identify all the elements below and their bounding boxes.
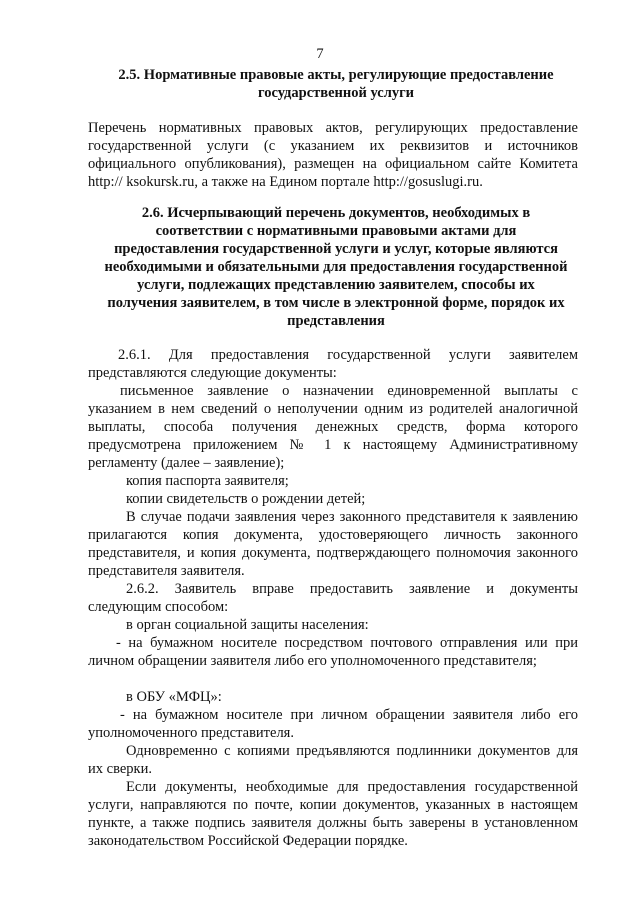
paragraph-paper-mail: - на бумажном носителе посредством почтового отправления или при личном обращении заявителя либо его уполномоченного представителя; [88,635,578,669]
paragraph-application: письменное заявление о назначении единовременной выплаты с указанием в нем сведений о неполучении одним из родителей аналогичной выплаты, способа получения денежных средств, форма которого предусмотрена приложением № 1 к настоящему Административному регламенту (далее – заявление); [88,383,578,471]
paragraph-originals: Одновременно с копиями предъявляются подлинники документов для их сверки. [88,743,578,777]
heading-line: 2.5. Нормативные правовые акты, регулирующие предоставление [118,67,554,83]
paragraph-representative: В случае подачи заявления через законного представителя к заявлению прилагаются копия документа, удостоверяющего личность законного представителя, и копия документа, подтверждающего полномочия законного представителя заявителя. [88,509,578,579]
heading-line: получения заявителем, в том числе в электронной форме, порядок их [107,295,565,311]
heading-line: необходимыми и обязательными для предоставления государственной [104,259,568,275]
heading-line: представления [287,313,385,329]
list-item-mfc: в ОБУ «МФЦ»: [126,689,222,705]
section-2-5-heading [88,66,584,102]
paragraph-2-6-2: 2.6.2. Заявитель вправе предоставить заявление и документы следующим способом: [88,581,578,615]
section-2-5-paragraph: Перечень нормативных правовых актов, регулирующих предоставление государственной услуги (с указанием их реквизитов и источников официального опубликования), размещен на официальном сайте Комитета http:// ksokursk.ru, а также на Едином портале http://gosuslugi.ru. [88,120,578,190]
list-item-birth-certificates: копии свидетельств о рождении детей; [126,491,366,507]
paragraph-paper-personal: - на бумажном носителе при личном обращении заявителя либо его уполномоченного представителя. [88,707,578,741]
heading-line: 2.6. Исчерпывающий перечень документов, необходимых в [141,205,531,221]
heading-line: соответствии с нормативными правовыми актами для [155,223,517,239]
heading-line: услуги, подлежащих представлению заявителем, способы их [137,277,535,293]
page-number: 7 [316,46,324,62]
heading-line: предоставления государственной услуги и услуг, которые являются [114,241,558,257]
section-2-6-heading [88,204,584,330]
list-item-social-protection-body: в орган социальной защиты населения: [126,617,369,633]
paragraph-by-mail: Если документы, необходимые для предоставления государственной услуги, направляются по почте, копии документов, указанных в настоящем пункте, а также подпись заявителя должны быть заверены в установленном законодательством Российской Федерации порядке. [88,779,578,849]
heading-line: государственной услуги [257,85,415,101]
paragraph-2-6-1: 2.6.1. Для предоставления государственной услуги заявителем представляются следующие документы: [88,347,578,381]
list-item-passport: копия паспорта заявителя; [126,473,289,489]
